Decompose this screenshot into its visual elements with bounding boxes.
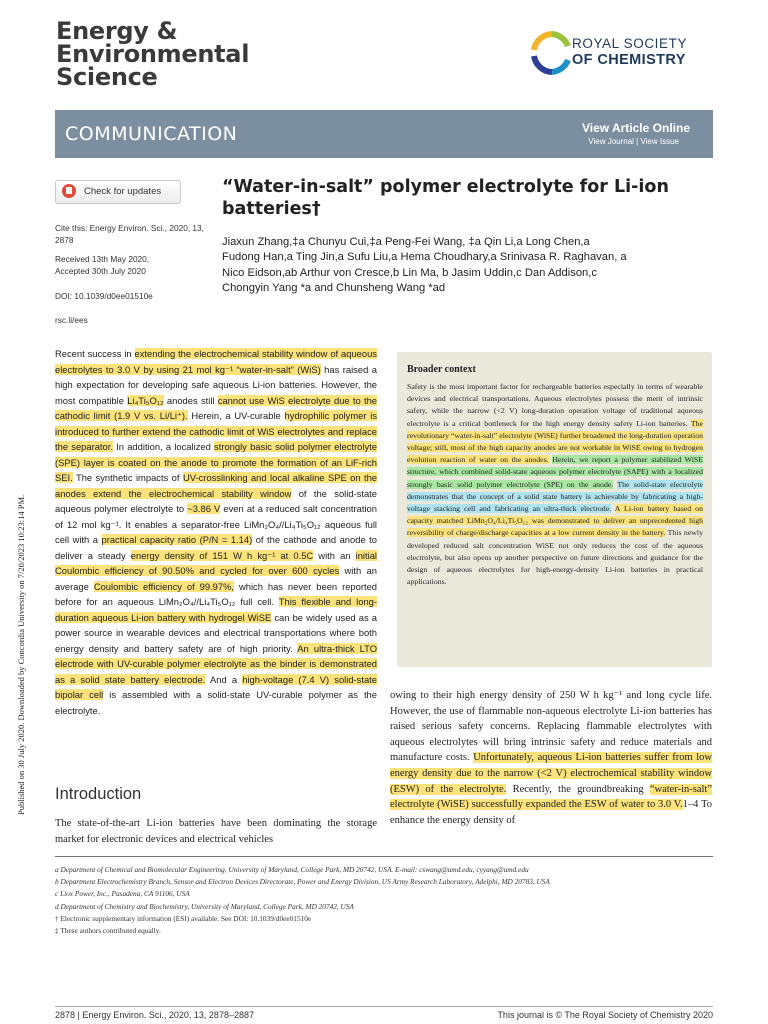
- text-segment: anodes still: [163, 394, 218, 406]
- check-for-updates-button[interactable]: [55, 180, 181, 204]
- highlighted-text: ~3.86 V: [187, 503, 221, 514]
- broader-context-box: [397, 352, 712, 667]
- bookmark-icon: [62, 184, 76, 198]
- citation: Cite this: Energy Environ. Sci., 2020, 13, 2878: [55, 223, 204, 245]
- section-banner: [55, 110, 713, 158]
- divider: [55, 856, 713, 857]
- highlighted-text: Coulombic efficiency of 99.97%,: [93, 580, 235, 592]
- highlighted-text: The solid-state electrolyte demonstrates that the concept of a solid state battery is achievable by fabricating a high-voltage stacking cell and fabricating an ultra-thick electrode.: [407, 479, 703, 514]
- journal-title-line-1: Energy &: [56, 17, 178, 45]
- highlighted-text: initial Coulombic efficiency of 90.50% and cycled for over 600 cycles: [55, 549, 377, 576]
- text-segment: owing to their high energy density of 250 W h kg⁻¹ and long cycle life. However, the use of flammable non-aqueous electrolyte Li-ion batteries has raised serious safety concerns. Replacing flammable electrolytes with aqueous electrolytes will bring intrinsic safety and reduce materials and manufacture costs.: [390, 690, 712, 764]
- highlighted-text: This flexible and long-duration aqueous Li-ion battery with hydrogel WiSE: [55, 596, 377, 623]
- highlighted-text: hydrophilic polymer is introduced to further extend the cathodic limit of WiS electrolytes and replace the separator.: [55, 410, 378, 452]
- publisher-line-1: ROYAL SOCIETY: [572, 36, 688, 51]
- highlighted-text: Unfortunately, aqueous Li-ion batteries suffer from low energy density due to the narrow (<2 V) electrochemical stability window (ESW) of the electrolyte.: [390, 752, 712, 795]
- affiliation-line: a Department of Chemical and Biomolecular Engineering, University of Maryland, College Park, MD 20742, USA. E-mail: cswang@umd.edu, cyyang@umd.edu: [55, 865, 529, 874]
- publisher-line-2: OF CHEMISTRY: [572, 52, 686, 68]
- highlighted-text: The revolutionary “water-in-salt” electrolyte (WiSE) further broadened the long-duration operation voltage; still, most of the high capacity anodes are not workable in WiSE owing to hydrogen evolution reaction of water on the anodes.: [407, 418, 703, 465]
- abstract: [55, 346, 377, 718]
- affiliations: [55, 864, 715, 937]
- text-segment: of the cathode and anode to deliver a steady: [55, 534, 377, 561]
- broader-context-text: [407, 381, 703, 588]
- highlighted-text: strongly basic solid polymer electrolyte (SPE) layer is coated on the anode to promote the formation of an LiF-rich SEI.: [55, 441, 377, 483]
- journal-title: [56, 17, 250, 91]
- highlighted-text: practical capacity ratio (P/N = 1.14): [101, 534, 253, 545]
- section-label: COMMUNICATION: [65, 123, 238, 145]
- author-line: Fudong Han,a Ting Jin,a Sufu Liu,a Hema Choudhary,a Srinivasa R. Raghavan, a: [222, 251, 627, 264]
- download-side-note: [2, 215, 26, 815]
- text-segment: In addition, a localized: [112, 441, 215, 452]
- highlighted-text: UV-crosslinking and local alkaline SPE on the anodes extend the electrochemical stability window: [55, 472, 378, 499]
- text-segment: can be widely used as a power source in wearable devices and electrical transportations where both energy density and battery safety are of high priority.: [55, 611, 377, 654]
- doi[interactable]: DOI: 10.1039/d0ee01510e: [55, 291, 153, 301]
- author-line: Nico Eidson,ab Arthur von Cresce,b Lin Ma, b Jasim Uddin,c Dan Addison,c: [222, 266, 597, 279]
- accepted-date: Accepted 30th July 2020: [55, 266, 146, 276]
- publisher-name: [572, 36, 687, 68]
- footer-page-citation: 2878 | Energy Environ. Sci., 2020, 13, 2878–2887: [55, 1010, 254, 1020]
- text-segment: Herein, a UV-curable: [187, 410, 285, 421]
- text-segment: 1–4 To enhance the energy density of: [390, 799, 712, 826]
- view-journal-issue-links[interactable]: View Journal | View Issue: [588, 137, 679, 146]
- highlighted-text: A Li-ion battery based on capacity matched LiMn₂O₄/Li₄Ti₅O₁₂ was demonstrated to deliver an unprecedented high reversibility of charge/discharge capacities at a low current density in the battery.: [407, 504, 703, 538]
- author-line: Jiaxun Zhang,‡a Chunyu Cui,‡a Peng-Fei Wang, ‡a Qin Li,a Long Chen,a: [222, 236, 590, 248]
- text-segment: This newly developed reduced salt concentration WiSE not only reduces the cost of the aqueous electrolyte, but also opens up another perspective on future directions and guidance for the design of aqueous electrolytes for high-energy-density Li-ion batteries in practical applications.: [407, 528, 703, 587]
- broader-context-heading: Broader context: [407, 364, 476, 375]
- text-segment: with an average: [55, 565, 377, 592]
- affiliation-line: c Liox Power, Inc., Pasadena, CA 91106, USA: [55, 889, 190, 899]
- check-for-updates-label: Check for updates: [84, 186, 162, 197]
- footer-copyright: This journal is © The Royal Society of Chemistry 2020: [497, 1010, 713, 1020]
- affiliation-line: b Department Electrochemistry Branch, Sensor and Electron Devices Directorate, Power and Energy Division, US Army Research Laboratory, Adelphi, MD 20783, USA: [55, 877, 550, 887]
- text-segment: The synthetic impacts of: [72, 472, 183, 483]
- affiliation-line: d Department of Chemistry and Biochemistry, University of Maryland, College Park, MD 20742, USA: [55, 901, 354, 911]
- author-line: Chongyin Yang *a and Chunsheng Wang *ad: [222, 282, 446, 295]
- received-date: Received 13th May 2020,: [55, 254, 150, 264]
- view-article-online-link[interactable]: View Article Online: [581, 121, 690, 135]
- introduction-text: The state-of-the-art Li-ion batteries have been dominating the storage market for electronic devices and electrical vehicles: [55, 818, 377, 845]
- text-segment: with an: [313, 549, 356, 561]
- affiliation-line: † Electronic supplementary information (ESI) available. See DOI: 10.1039/d0ee01510e: [55, 913, 312, 923]
- text-segment: Safety is the most important factor for rechargeable batteries especially in terms of wearable devices and electrical transportations. Aqueous electrolytes possess the merit of intrinsic safety, while the narrow (<2 V) long-duration operation voltage of traditional aqueous electrolyte is a critical bottleneck for the high energy density safety Li-ion batteries.: [407, 382, 703, 428]
- highlighted-text: Herein, we report a polymer stabilized WiSE structure, which combined solid-state aqueous polymer electrolyte (SAPE) with a localized strongly basic solid polymer electrolyte (SPE) on the anode.: [407, 455, 703, 489]
- affiliation-line: ‡ These authors contributed equally.: [55, 926, 161, 936]
- journal-title-line-3: Science: [56, 63, 158, 91]
- short-url[interactable]: rsc.li/ees: [55, 315, 88, 325]
- text-segment: of the solid-state aqueous polymer electrolyte to: [55, 487, 377, 514]
- author-list: [222, 235, 712, 297]
- highlighted-text: “water-in-salt” electrolyte (WiSE) successfully expanded the ESW of water to 3.0 V.: [390, 783, 712, 811]
- text-segment: which has never been reported before for an aqueous LiMn₂O₄//Li₄Ti₅O₁₂ full cell.: [55, 580, 377, 607]
- footer-divider: [55, 1006, 713, 1007]
- text-segment: Recently, the groundbreaking: [506, 783, 650, 795]
- text-segment: has raised a high expectation for developing safe aqueous Li-ion batteries. However, the most compatible: [55, 363, 377, 406]
- journal-title-line-2: Environmental: [56, 40, 250, 68]
- text-segment: Recent success in: [55, 348, 135, 359]
- highlighted-text: high-voltage (7.4 V) solid-state bipolar cell: [55, 673, 378, 700]
- text-segment: even at a reduced salt concentration of 12 mol kg⁻¹. It enables a separator-free LiMn₂O₄//Li₄Ti₅O₁₂ aqueous full cell with a: [55, 503, 377, 545]
- highlighted-text: Li₄Ti₅O₁₂: [127, 394, 164, 406]
- article-title: “Water-in-salt” polymer electrolyte for Li-ion batteries†: [222, 177, 669, 219]
- highlighted-text: energy density of 151 W h kg⁻¹ at 0.5C: [130, 549, 314, 561]
- body-text-right: [390, 688, 712, 828]
- text-segment: And a: [205, 673, 243, 685]
- text-segment: is assembled with a solid-state UV-curable polymer as the electrolyte.: [55, 689, 377, 716]
- highlighted-text: An ultra-thick LTO electrode with UV-curable polymer electrolyte as the binder is demonstrated as a solid state battery electrode.: [55, 642, 377, 685]
- highlighted-text: cannot use WiS electrolyte due to the cathodic limit (1.9 V vs. Li/Li⁺).: [55, 394, 377, 421]
- highlighted-text: extending the electrochemical stability window of aqueous electrolytes to 3.0 V by using 21 mol kg⁻¹ “water-in-salt” (WiS): [55, 348, 377, 375]
- introduction-heading: Introduction: [55, 785, 142, 803]
- download-side-note-text: Published on 30 July 2020. Downloaded by Concordia University on 7/20/2023 10:23:14 PM.: [16, 494, 26, 815]
